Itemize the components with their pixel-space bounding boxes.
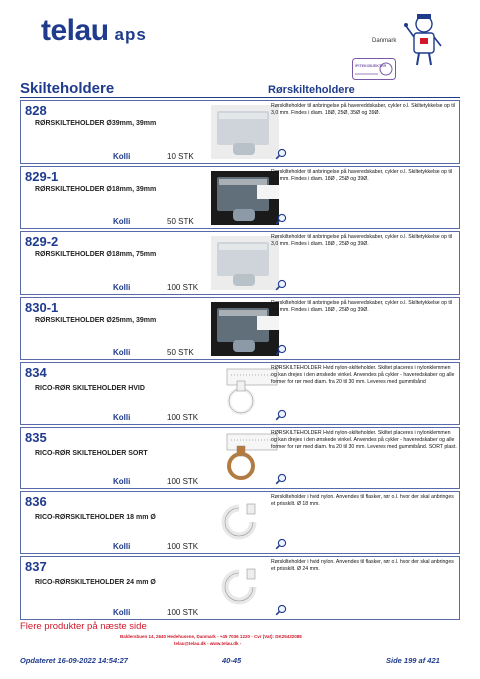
product-number[interactable]: 829-2: [25, 234, 59, 249]
page-range: 40-45: [222, 656, 242, 665]
title-divider: [20, 97, 460, 98]
magnifier-icon[interactable]: [275, 408, 287, 420]
product-description: Rørskilteholder til anbringelse på haveredskaber, cykler o.l. Skiltetykkelse op til 3,0 mm. Findes i diam. 18Ø , 25Ø og 39Ø.: [271, 234, 453, 247]
product-number[interactable]: 837: [25, 559, 47, 574]
product-description: Rørskilteholder i hvid nylon. Anvendes til flasker, rør o.l. hvor der skal anbringes et prisskilt. Ø 18 mm.: [271, 494, 454, 507]
product-card[interactable]: [20, 166, 460, 229]
package-quantity: 100 STK: [167, 283, 199, 292]
magnifier-icon[interactable]: [275, 212, 287, 224]
kolli-label: Kolli: [113, 217, 131, 226]
kolli-label: Kolli: [113, 152, 131, 161]
logo-sub-text: aps: [114, 25, 147, 44]
product-description: Rørskilteholder til anbringelse på haveredskaber, cykler o.l. Skiltetykkelse op til 3,0 mm. Findes i diam. 18Ø , 25Ø og 39Ø.: [271, 300, 453, 313]
product-name: RØRSKILTEHOLDER Ø18mm, 75mm: [35, 251, 157, 258]
page-title: Skilteholdere: [20, 80, 115, 97]
product-image[interactable]: [211, 302, 279, 356]
kolli-label: Kolli: [113, 348, 131, 357]
product-number[interactable]: 829-1: [25, 169, 59, 184]
product-name: RØRSKILTEHOLDER Ø25mm, 39mm: [35, 317, 157, 324]
product-card[interactable]: [20, 556, 460, 620]
product-name: RICO-RØR SKILTEHOLDER HVID: [35, 385, 145, 392]
product-number[interactable]: 835: [25, 430, 47, 445]
product-description: Rørskilteholder til anbringelse på haveredskaber, cykler o.l. Skiltetykkelse op til 3,0 mm. Findes i diam. 18Ø , 25Ø og 39Ø.: [271, 169, 453, 182]
company-contact: telau@telau.dk - www.telau.dk -: [174, 641, 242, 646]
product-card[interactable]: [20, 362, 460, 425]
product-image[interactable]: [211, 171, 279, 225]
product-card[interactable]: [20, 427, 460, 489]
product-card[interactable]: [20, 231, 460, 295]
updated-timestamp: Opdateret 16-09-2022 14:54:27: [20, 656, 128, 665]
product-number[interactable]: 834: [25, 365, 47, 380]
magnifier-icon[interactable]: [275, 278, 287, 290]
magnifier-icon[interactable]: [275, 343, 287, 355]
package-quantity: 100 STK: [167, 542, 199, 551]
badge-text: IPITEKOBJEKTER: [355, 64, 387, 68]
product-image[interactable]: [211, 561, 279, 615]
kolli-label: Kolli: [113, 542, 131, 551]
product-image[interactable]: [211, 367, 279, 421]
section-title: Rørskilteholdere: [268, 84, 355, 96]
product-number[interactable]: 830-1: [25, 300, 59, 315]
kolli-label: Kolli: [113, 283, 131, 292]
kolli-label: Kolli: [113, 477, 131, 486]
product-name: RICO-RØRSKILTEHOLDER 18 mm Ø: [35, 514, 156, 521]
product-description: RØRSKILTEHOLDER Hvid nylon-skilteholder. Skiltet placeres i nylonklemmen og kan drejes i den ønskede vinkel. Anvendes på cykler - haveredskaber og alle former for rør med diam. fra 20 til 30 mm. Leveres med gummibånd. SORT plast.: [271, 430, 457, 450]
product-name: RICO-RØR SKILTEHOLDER SORT: [35, 450, 148, 457]
product-number[interactable]: 828: [25, 103, 47, 118]
country-label: Danmark: [372, 38, 397, 44]
product-description: Rørskilteholder til anbringelse på havereddskaber, cykler o.l. Skiltetykkelse op til 3,0 mm. Findes i diam. 18Ø, 25Ø, 35Ø og 39Ø.: [271, 103, 455, 116]
magnifier-icon[interactable]: [275, 472, 287, 484]
kolli-label: Kolli: [113, 608, 131, 617]
magnifier-icon[interactable]: [275, 537, 287, 549]
package-quantity: 10 STK: [167, 152, 194, 161]
product-image[interactable]: [211, 236, 279, 290]
company-address: Baldersbuen 14, 2640 Hedehusene, Danmark - +45 7036 1220 - Cvr (Vat): DK25432088: [120, 634, 302, 639]
package-quantity: 50 STK: [167, 348, 194, 357]
package-quantity: 100 STK: [167, 608, 199, 617]
product-name: RICO-RØRSKILTEHOLDER 24 mm Ø: [35, 579, 156, 586]
page-counter: Side 199 af 421: [386, 656, 440, 665]
kolli-label: Kolli: [113, 413, 131, 422]
product-name: RØRSKILTEHOLDER Ø18mm, 39mm: [35, 186, 157, 193]
product-card[interactable]: [20, 297, 460, 360]
magnifier-icon[interactable]: [275, 147, 287, 159]
magnifier-icon[interactable]: [275, 603, 287, 615]
product-description: RØRSKILTEHOLDER Hvid nylon-skilteholder. Skiltet placeres i nylonklemmen og kan drejes i den ønskede vinkel. Anvendes på cykler - haveredskaber og alle former for rør med diam. fra 20 til 30 mm. Leveres med gummibånd: [271, 365, 455, 385]
more-products-link[interactable]: Flere produkter på næste side: [20, 621, 147, 632]
product-description: Rørskilteholder i hvid nylon. Anvendes til flasker, rør o.l. hvor der skal anbringes et prisskilt. Ø 24 mm.: [271, 559, 454, 572]
badge-logo: [352, 58, 396, 80]
product-number[interactable]: 836: [25, 494, 47, 509]
product-card[interactable]: [20, 100, 460, 164]
mascot-icon: [404, 12, 444, 68]
package-quantity: 100 STK: [167, 413, 199, 422]
product-name: RØRSKILTEHOLDER Ø39mm, 39mm: [35, 120, 157, 127]
package-quantity: 50 STK: [167, 217, 194, 226]
product-image[interactable]: [211, 105, 279, 159]
product-image[interactable]: [211, 432, 279, 486]
product-image[interactable]: [211, 496, 279, 550]
logo-main-text: telau: [41, 14, 109, 47]
product-card[interactable]: [20, 491, 460, 554]
page-header: [0, 0, 480, 80]
package-quantity: 100 STK: [167, 477, 199, 486]
telau-logo[interactable]: [41, 14, 147, 48]
